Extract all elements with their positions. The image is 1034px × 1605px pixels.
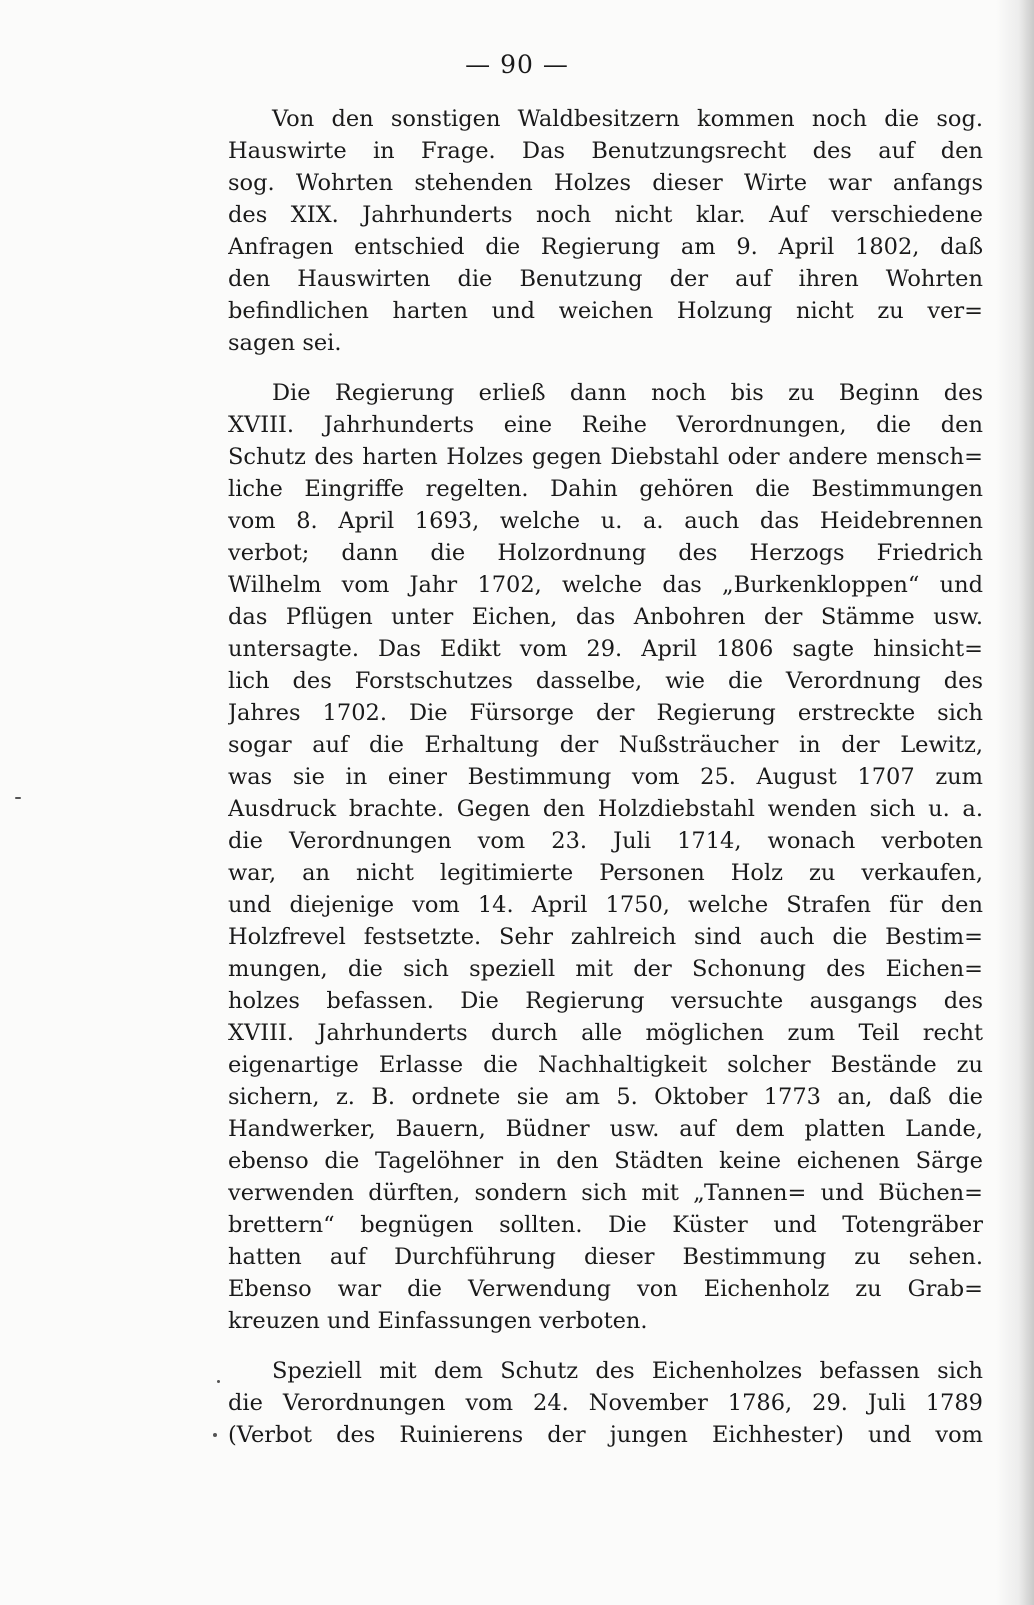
text-line: sogar auf die Erhaltung der Nußsträucher in der Lewitz, (228, 732, 983, 758)
text-line: die Verordnungen vom 23. Juli 1714, wonach verboten (228, 828, 983, 854)
text-line: Holzfrevel festsetzte. Sehr zahlreich sind auch die Bestim= (228, 924, 983, 950)
text-line: XVIII. Jahrhunderts durch alle möglichen zum Teil recht (228, 1020, 983, 1046)
paragraph-2 (228, 377, 983, 1337)
body-text (228, 103, 983, 1469)
text-line: und diejenige vom 14. April 1750, welche Strafen für den (228, 892, 983, 918)
text-line: Speziell mit dem Schutz des Eichenholzes befassen sich (272, 1358, 983, 1384)
text-line: befindlichen harten und weichen Holzung nicht zu ver= (228, 298, 983, 324)
text-line: was sie in einer Bestimmung vom 25. August 1707 zum (228, 764, 983, 790)
text-line: lich des Forstschutzes dasselbe, wie die Verordnung des (228, 668, 983, 694)
scan-speck (15, 797, 21, 799)
text-line: XVIII. Jahrhunderts eine Reihe Verordnungen, die den (228, 412, 983, 438)
scan-speck (213, 1433, 217, 1437)
text-line: Die Regierung erließ dann noch bis zu Beginn des (272, 380, 983, 406)
text-line: holzes befassen. Die Regierung versuchte ausgangs des (228, 988, 983, 1014)
text-line: Wilhelm vom Jahr 1702, welche das „Burkenkloppen“ und (228, 572, 983, 598)
text-line: brettern“ begnügen sollten. Die Küster und Totengräber (228, 1212, 983, 1238)
scan-speck (217, 1380, 220, 1383)
text-line: Ausdruck brachte. Gegen den Holzdiebstahl wenden sich u. a. (228, 796, 983, 822)
text-line: liche Eingriffe regelten. Dahin gehören die Bestimmungen (228, 476, 983, 502)
text-line: Jahres 1702. Die Fürsorge der Regierung erstreckte sich (228, 700, 983, 726)
text-line: hatten auf Durchführung dieser Bestimmung zu sehen. (228, 1244, 983, 1270)
text-line: sichern, z. B. ordnete sie am 5. Oktober 1773 an, daß die (228, 1084, 983, 1110)
text-line: Von den sonstigen Waldbesitzern kommen noch die sog. (272, 106, 983, 132)
text-line: Anfragen entschied die Regierung am 9. April 1802, daß (228, 234, 983, 260)
text-line: verwenden dürften, sondern sich mit „Tannen= und Büchen= (228, 1180, 983, 1206)
text-line: den Hauswirten die Benutzung der auf ihren Wohrten (228, 266, 983, 292)
text-line: mungen, die sich speziell mit der Schonung des Eichen= (228, 956, 983, 982)
text-line: kreuzen und Einfassungen verboten. (228, 1308, 648, 1334)
text-line: war, an nicht legitimierte Personen Holz zu verkaufen, (228, 860, 983, 886)
text-line: Handwerker, Bauern, Büdner usw. auf dem platten Lande, (228, 1116, 983, 1142)
text-line: verbot; dann die Holzordnung des Herzogs Friedrich (228, 540, 983, 566)
text-line: (Verbot des Ruinierens der jungen Eichhester) und vom (228, 1422, 983, 1448)
text-line: ebenso die Tagelöhner in den Städten keine eichenen Särge (228, 1148, 983, 1174)
text-line: vom 8. April 1693, welche u. a. auch das Heidebrennen (228, 508, 983, 534)
text-line: sog. Wohrten stehenden Holzes dieser Wirte war anfangs (228, 170, 983, 196)
paragraph-3 (228, 1355, 983, 1451)
text-line: Ebenso war die Verwendung von Eichenholz zu Grab= (228, 1276, 983, 1302)
text-line: das Pflügen unter Eichen, das Anbohren der Stämme usw. (228, 604, 983, 630)
text-line: eigenartige Erlasse die Nachhaltigkeit solcher Bestände zu (228, 1052, 983, 1078)
text-line: untersagte. Das Edikt vom 29. April 1806 sagte hinsicht= (228, 636, 983, 662)
scan-shadow-edge (996, 0, 1034, 1605)
paragraph-1 (228, 103, 983, 359)
text-line: Schutz des harten Holzes gegen Diebstahl oder andere mensch= (228, 444, 983, 470)
text-line: die Verordnungen vom 24. November 1786, 29. Juli 1789 (228, 1390, 983, 1416)
page-number: — 90 — (465, 50, 569, 79)
text-line: sagen sei. (228, 330, 342, 356)
text-line: des XIX. Jahrhunderts noch nicht klar. Auf verschiedene (228, 202, 983, 228)
text-line: Hauswirte in Frage. Das Benutzungsrecht des auf den (228, 138, 983, 164)
